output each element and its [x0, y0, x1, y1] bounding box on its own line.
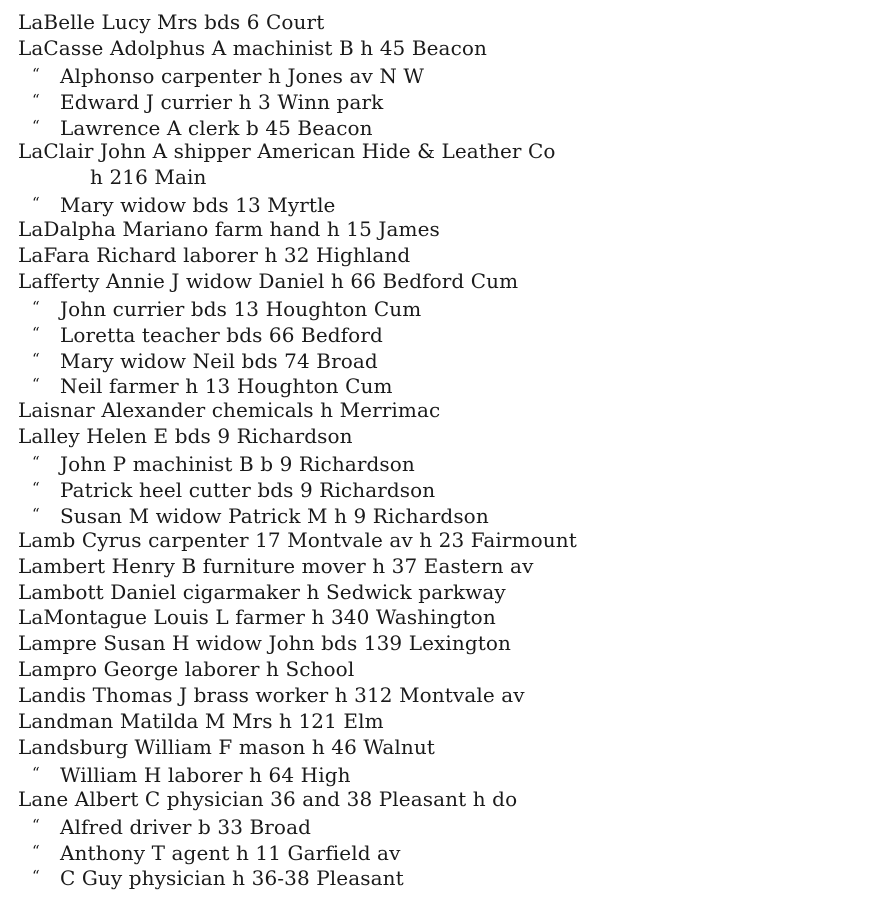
directory-entry: [18, 839, 878, 865]
directory-entry: [18, 191, 878, 217]
entry-text: Loretta teacher bds 66 Bedford: [60, 322, 383, 347]
directory-entry: [18, 321, 878, 347]
ditto-mark: “: [32, 90, 40, 109]
ditto-mark: “: [32, 479, 40, 498]
ditto-mark: “: [32, 349, 40, 368]
directory-entry: [18, 139, 878, 165]
directory-entry: [18, 631, 878, 657]
entry-text: Patrick heel cutter bds 9 Richardson: [60, 478, 436, 503]
directory-entry: [18, 528, 878, 554]
directory-entry: [18, 761, 878, 787]
directory-entry: [18, 424, 878, 450]
directory-entry: [18, 88, 878, 114]
ditto-mark: “: [32, 841, 40, 860]
ditto-mark: “: [32, 116, 40, 135]
directory-entry: [18, 864, 878, 890]
entry-text: John currier bds 13 Houghton Cum: [60, 296, 422, 321]
entry-text: Landsburg William F mason h 46 Walnut: [18, 734, 435, 759]
ditto-mark: “: [32, 297, 40, 316]
ditto-mark: “: [32, 815, 40, 834]
directory-entry-continuation: [18, 165, 878, 191]
entry-text: LaClair John A shipper American Hide & Leather Co: [18, 139, 556, 164]
entry-text: C Guy physician h 36-38 Pleasant: [60, 866, 404, 891]
directory-entry: [18, 580, 878, 606]
directory-entry: [18, 295, 878, 321]
directory-entry: [18, 62, 878, 88]
directory-entry: [18, 36, 878, 62]
entry-text: Lambert Henry B furniture mover h 37 Eastern av: [18, 553, 534, 578]
entry-text: LaBelle Lucy Mrs bds 6 Court: [18, 10, 325, 34]
directory-entry: [18, 398, 878, 424]
entry-text: Lawrence A clerk b 45 Beacon: [60, 115, 373, 140]
directory-entry: [18, 683, 878, 709]
directory-entry: [18, 502, 878, 528]
directory-entry: [18, 269, 878, 295]
directory-entry: [18, 347, 878, 373]
entry-text: LaFara Richard laborer h 32 Highland: [18, 243, 411, 268]
entry-text: Edward J currier h 3 Winn park: [60, 89, 384, 114]
entry-text: Alfred driver b 33 Broad: [60, 814, 312, 839]
entry-text: Lampro George laborer h School: [18, 657, 355, 682]
entry-text: Landman Matilda M Mrs h 121 Elm: [18, 709, 384, 734]
directory-entry: [18, 372, 878, 398]
entry-text: Landis Thomas J brass worker h 312 Montvale av: [18, 683, 525, 708]
entry-text: Mary widow bds 13 Myrtle: [60, 193, 336, 218]
entry-text: LaDalpha Mariano farm hand h 15 James: [18, 217, 440, 242]
entry-text: Mary widow Neil bds 74 Broad: [60, 348, 378, 373]
directory-entry: [18, 243, 878, 269]
directory-entry: [18, 476, 878, 502]
ditto-mark: “: [32, 867, 40, 886]
directory-entry: [18, 114, 878, 140]
entry-text: Susan M widow Patrick M h 9 Richardson: [60, 503, 489, 528]
ditto-mark: “: [32, 763, 40, 782]
ditto-mark: “: [32, 64, 40, 83]
entry-text: Lambott Daniel cigarmaker h Sedwick parkway: [18, 579, 506, 604]
directory-entry: [18, 605, 878, 631]
entry-text: Neil farmer h 13 Houghton Cum: [60, 374, 393, 399]
entry-text: Lamb Cyrus carpenter 17 Montvale av h 23 Fairmount: [18, 527, 577, 552]
entry-text: John P machinist B b 9 Richardson: [60, 452, 415, 477]
directory-entry: [18, 787, 878, 813]
directory-entry: [18, 217, 878, 243]
ditto-mark: “: [32, 323, 40, 342]
directory-entry: [18, 554, 878, 580]
ditto-mark: “: [32, 504, 40, 523]
entry-text: Lalley Helen E bds 9 Richardson: [18, 424, 353, 449]
entry-text: Lafferty Annie J widow Daniel h 66 Bedford Cum: [18, 268, 519, 293]
entry-text: h 216 Main: [90, 165, 207, 190]
directory-entry: [18, 657, 878, 683]
entry-text: LaCasse Adolphus A machinist B h 45 Beacon: [18, 35, 488, 60]
entry-text: Lane Albert C physician 36 and 38 Pleasant h do: [18, 786, 518, 811]
directory-entry: [18, 10, 878, 36]
entry-text: Anthony T agent h 11 Garfield av: [60, 840, 401, 865]
directory-entry: [18, 709, 878, 735]
entry-text: Laisnar Alexander chemicals h Merrimac: [18, 398, 441, 423]
entry-text: Lampre Susan H widow John bds 139 Lexington: [18, 631, 512, 656]
ditto-mark: “: [32, 375, 40, 394]
entry-text: LaMontague Louis L farmer h 340 Washington: [18, 605, 496, 630]
directory-entry: [18, 450, 878, 476]
directory-entry-list: [18, 10, 878, 890]
directory-entry: [18, 813, 878, 839]
directory-entry: [18, 735, 878, 761]
ditto-mark: “: [32, 194, 40, 213]
ditto-mark: “: [32, 453, 40, 472]
entry-text: William H laborer h 64 High: [60, 762, 351, 787]
entry-text: Alphonso carpenter h Jones av N W: [60, 63, 425, 88]
